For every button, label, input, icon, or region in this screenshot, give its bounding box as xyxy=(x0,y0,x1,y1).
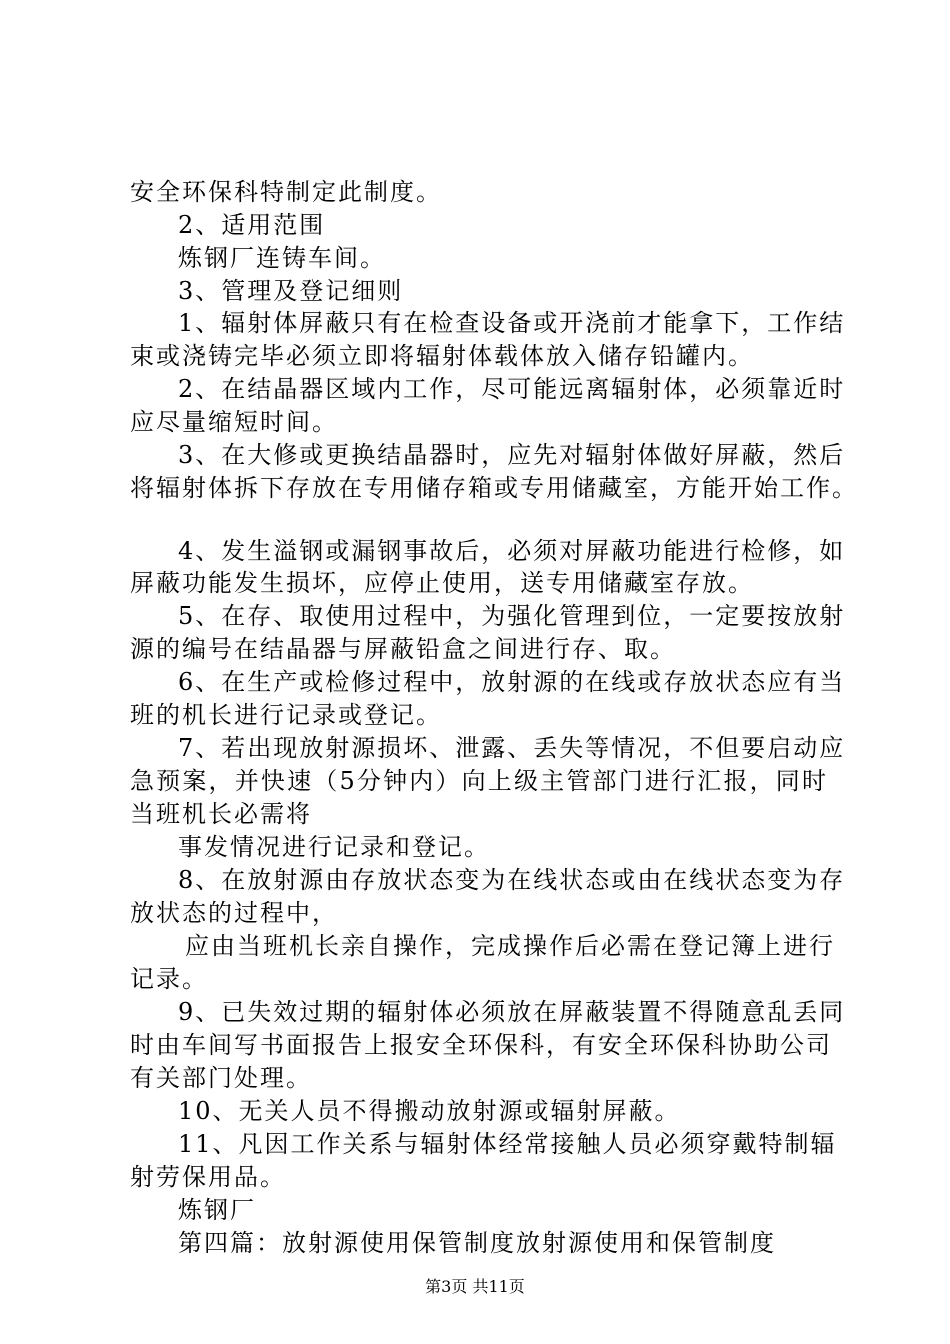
text-line: 将辐射体拆下存放在专用储存箱或专用储藏室，方能开始工作。 xyxy=(130,474,858,502)
text-line: 有关部门处理。 xyxy=(130,1064,312,1092)
text-line: 9、已失效过期的辐射体必须放在屏蔽装置不得随意乱丢同 xyxy=(178,998,846,1026)
text-line: 源的编号在结晶器与屏蔽铅盒之间进行存、取。 xyxy=(130,635,676,663)
text-line: 5、在存、取使用过程中，为强化管理到位，一定要按放射 xyxy=(178,602,846,630)
text-line: 3、在大修或更换结晶器时，应先对辐射体做好屏蔽，然后 xyxy=(178,441,846,469)
text-line: 事发情况进行记录和登记。 xyxy=(178,833,490,861)
text-line: 应尽量缩短时间。 xyxy=(130,408,338,436)
section-heading: 2、适用范围 xyxy=(178,211,326,239)
text-line: 1、辐射体屏蔽只有在检查设备或开浇前才能拿下，工作结 xyxy=(178,309,846,337)
text-line: 8、在放射源由存放状态变为在线状态或由在线状态变为存 xyxy=(178,866,846,894)
text-line: 7、若出现放射源损坏、泄露、丢失等情况，不但要启动应 xyxy=(178,734,846,762)
text-line: 束或浇铸完毕必须立即将辐射体载体放入储存铅罐内。 xyxy=(130,342,754,370)
text-line: 射劳保用品。 xyxy=(130,1163,286,1191)
text-line: 放状态的过程中， xyxy=(130,899,338,927)
text-line: 10、无关人员不得搬动放射源或辐射屏蔽。 xyxy=(178,1097,681,1125)
chapter-heading: 第四篇：放射源使用保管制度放射源使用和保管制度 xyxy=(178,1229,776,1257)
text-line: 屏蔽功能发生损坏，应停止使用，送专用储藏室存放。 xyxy=(130,569,754,597)
text-line: 应由当班机长亲自操作，完成操作后必需在登记簿上进行 xyxy=(185,932,835,960)
text-line: 炼钢厂连铸车间。 xyxy=(178,244,386,272)
text-line: 当班机长必需将 xyxy=(130,800,312,828)
text-line: 急预案，并快速（5分钟内）向上级主管部门进行汇报，同时 xyxy=(130,767,828,795)
text-line: 安全环保科特制定此制度。 xyxy=(130,178,442,206)
text-line: 班的机长进行记录或登记。 xyxy=(130,701,442,729)
text-line: 记录。 xyxy=(130,965,208,993)
signature-line: 炼钢厂 xyxy=(178,1196,256,1224)
text-line: 时由车间写书面报告上报安全环保科，有安全环保科协助公司 xyxy=(130,1031,832,1059)
page-number: 第3页 共11页 xyxy=(425,1277,525,1296)
text-line: 4、发生溢钢或漏钢事故后，必须对屏蔽功能进行检修，如 xyxy=(178,537,846,565)
text-line: 2、在结晶器区域内工作，尽可能远离辐射体，必须靠近时 xyxy=(178,375,846,403)
text-line: 6、在生产或检修过程中，放射源的在线或存放状态应有当 xyxy=(178,668,846,696)
text-line: 11、凡因工作关系与辐射体经常接触人员必须穿戴特制辐 xyxy=(178,1130,837,1158)
section-heading: 3、管理及登记细则 xyxy=(178,277,404,305)
